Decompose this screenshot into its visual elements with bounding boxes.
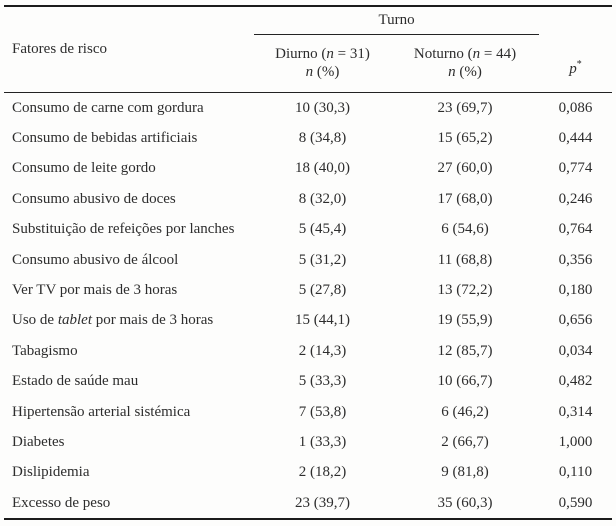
asterisk-superscript: * (576, 59, 582, 70)
p-value-cell: 0,764 (558, 221, 593, 238)
noturno-value-cell: 15 (65,2) (437, 130, 493, 147)
noturno-value-cell: 6 (54,6) (441, 221, 489, 238)
p-value-cell: 0,110 (558, 464, 593, 481)
table-row (4, 336, 612, 366)
column-header-p-value (539, 6, 612, 93)
risk-factor-cell: Consumo de carne com gordura (12, 99, 204, 116)
noturno-value-cell: 9 (81,8) (441, 464, 489, 481)
diurno-value-cell: 7 (53,8) (298, 403, 347, 420)
risk-factor-cell: Estado de saúde mau (12, 373, 139, 390)
risk-factor-cell: Consumo abusivo de álcool (12, 251, 179, 268)
p-symbol: p (569, 61, 577, 77)
table-row (4, 93, 612, 124)
table-row (4, 154, 612, 184)
table-row (4, 184, 612, 214)
p-value-cell: 0,590 (558, 494, 593, 511)
noturno-value-cell: 6 (46,2) (441, 403, 489, 420)
diurno-value-cell: 5 (45,4) (298, 221, 347, 238)
table-header (4, 6, 612, 93)
risk-factor-text: Uso de (12, 312, 58, 329)
diurno-value-cell: 8 (32,0) (298, 190, 347, 207)
risk-factor-cell: Ver TV por mais de 3 horas (12, 282, 178, 299)
noturno-sub-n-symbol: n (448, 63, 456, 80)
risk-factor-italic-word: tablet (57, 312, 92, 329)
diurno-value-cell: 23 (39,7) (295, 494, 350, 511)
table-row (4, 397, 612, 427)
risk-factor-text: por mais de 3 horas (92, 312, 214, 329)
diurno-value-cell: 5 (27,8) (298, 282, 347, 299)
p-value-cell: 0,482 (558, 373, 593, 390)
noturno-value-cell: 35 (60,3) (437, 494, 493, 511)
p-value-cell: 0,314 (558, 403, 593, 420)
diurno-n-symbol: n (326, 46, 334, 62)
diurno-value-cell: 15 (44,1) (295, 312, 350, 329)
p-value-cell: 0,356 (558, 251, 593, 268)
table-body (4, 93, 612, 520)
noturno-label-post: = 44) (480, 46, 517, 62)
risk-factor-cell: Substituição de refeições por lanches (12, 221, 235, 238)
diurno-value-cell: 2 (14,3) (298, 342, 347, 359)
diurno-sub-n-symbol: n (305, 63, 314, 80)
noturno-value-cell: 23 (69,7) (437, 99, 493, 116)
column-header-risk-factors: Fatores de risco (12, 41, 107, 57)
p-value-cell: 0,444 (558, 130, 593, 147)
noturno-sub-post: (%) (455, 63, 482, 80)
noturno-value-cell: 11 (68,8) (437, 251, 493, 268)
diurno-value-cell: 18 (40,0) (295, 160, 350, 177)
p-value-cell: 0,246 (558, 190, 593, 207)
table-row (4, 458, 612, 488)
risk-factor-cell: Consumo de bebidas artificiais (12, 130, 198, 147)
p-value-cell: 0,086 (558, 99, 593, 116)
table-row (4, 306, 612, 336)
noturno-label-pre: Noturno ( (413, 46, 473, 62)
diurno-value-cell: 5 (33,3) (298, 373, 347, 390)
p-value-cell: 1,000 (558, 433, 593, 450)
risk-factor-cell (4, 306, 254, 336)
diurno-sub-post: (%) (313, 63, 340, 80)
risk-factor-cell: Consumo de leite gordo (12, 160, 156, 177)
noturno-value-cell: 13 (72,2) (437, 282, 493, 299)
column-header-noturno (391, 35, 539, 93)
diurno-value-cell: 2 (18,2) (298, 464, 347, 481)
p-value-cell: 0,180 (558, 282, 593, 299)
diurno-label-pre: Diurno ( (275, 46, 327, 62)
noturno-value-cell: 19 (55,9) (437, 312, 493, 329)
noturno-value-cell: 17 (68,0) (437, 190, 493, 207)
diurno-value-cell: 1 (33,3) (298, 433, 347, 450)
noturno-value-cell: 10 (66,7) (437, 373, 493, 390)
risk-factor-cell: Tabagismo (12, 342, 78, 359)
risk-factor-cell: Hipertensão arterial sistémica (12, 403, 191, 420)
table-row (4, 215, 612, 245)
diurno-value-cell: 10 (30,3) (295, 99, 350, 116)
p-value-cell: 0,656 (558, 312, 593, 329)
diurno-value-cell: 8 (34,8) (298, 130, 347, 147)
noturno-value-cell: 2 (66,7) (441, 433, 489, 450)
noturno-n-symbol: n (472, 46, 481, 62)
diurno-label-post: = 31) (333, 46, 370, 62)
column-header-diurno (254, 35, 391, 93)
risk-factor-cell: Excesso de peso (12, 494, 111, 511)
p-value-cell: 0,034 (558, 342, 593, 359)
noturno-value-cell: 27 (60,0) (437, 160, 493, 177)
risk-factor-cell: Diabetes (12, 433, 65, 450)
risk-factors-table (4, 5, 612, 520)
table-row (4, 427, 612, 457)
table-row (4, 488, 612, 519)
header-row-spanner (4, 6, 612, 35)
table-wrapper (4, 5, 612, 520)
table-row (4, 275, 612, 305)
table-row (4, 367, 612, 397)
table-row (4, 245, 612, 275)
diurno-value-cell: 5 (31,2) (298, 251, 347, 268)
p-value-cell: 0,774 (558, 160, 593, 177)
noturno-value-cell: 12 (85,7) (437, 342, 493, 359)
column-spanner-turno: Turno (254, 6, 539, 35)
table-row (4, 123, 612, 153)
risk-factor-cell: Consumo abusivo de doces (12, 190, 176, 207)
risk-factor-cell: Dislipidemia (12, 464, 90, 481)
